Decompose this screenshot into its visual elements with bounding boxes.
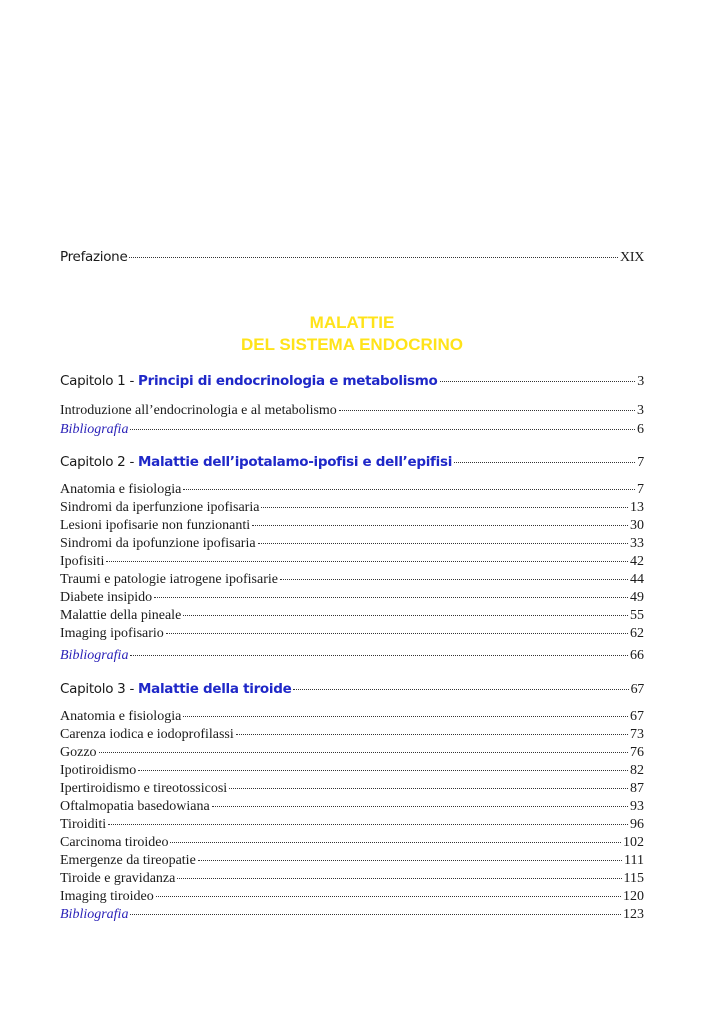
toc-entry-title: Bibliografia	[60, 422, 129, 437]
toc-chapter-1-row[interactable]	[60, 373, 644, 390]
toc-entry-title: Bibliografia	[60, 907, 129, 922]
toc-entry-page: 115	[623, 871, 644, 886]
toc-leader-dots	[229, 788, 628, 789]
toc-leader-dots	[166, 633, 628, 634]
toc-leader-dots	[454, 462, 635, 463]
toc-entry-page: 13	[630, 500, 644, 515]
toc-entry-row[interactable]	[60, 608, 644, 624]
toc-entry-title: Gozzo	[60, 745, 97, 760]
toc-leader-dots	[258, 543, 628, 544]
toc-preface-title: Prefazione	[60, 249, 128, 265]
toc-entry-row[interactable]	[60, 482, 644, 498]
toc-entry-page: 55	[630, 608, 644, 623]
chapter-prefix: Capitolo 1 -	[60, 373, 139, 389]
toc-entry-row[interactable]	[60, 536, 644, 552]
toc-entry-row[interactable]	[60, 590, 644, 606]
toc-bibliography-row[interactable]	[60, 422, 644, 438]
toc-entry-row[interactable]	[60, 709, 644, 725]
toc-entry-row[interactable]	[60, 626, 644, 642]
chapter-title: Malattie dell’ipotalamo-ipofisi e dell’epifisi	[138, 454, 453, 470]
toc-leader-dots	[129, 257, 618, 258]
toc-entry-row[interactable]	[60, 781, 644, 797]
toc-leader-dots	[130, 429, 635, 430]
toc-leader-dots	[138, 770, 628, 771]
toc-page	[60, 0, 644, 1024]
toc-leader-dots	[99, 752, 628, 753]
toc-preface-page: XIX	[620, 250, 644, 265]
toc-entry-row[interactable]	[60, 799, 644, 815]
toc-entry-row[interactable]	[60, 763, 644, 779]
toc-entry-page: 111	[624, 853, 644, 868]
section-heading-line1: MALATTIE	[309, 313, 395, 332]
toc-entry-title: Carenza iodica e iodoprofilassi	[60, 727, 234, 742]
chapter-page: 67	[630, 682, 644, 697]
toc-entry-page: 67	[630, 709, 644, 724]
toc-entry-row[interactable]	[60, 835, 644, 851]
toc-entry-row[interactable]	[60, 572, 644, 588]
toc-entry-row[interactable]	[60, 889, 644, 905]
toc-entry-title: Malattie della pineale	[60, 608, 182, 623]
toc-leader-dots	[261, 507, 628, 508]
chapter-prefix: Capitolo 3 -	[60, 681, 139, 697]
toc-entry-page: 42	[630, 554, 644, 569]
toc-chapter-2-row[interactable]	[60, 454, 644, 471]
toc-leader-dots	[236, 734, 628, 735]
toc-entry-title: Traumi e patologie iatrogene ipofisarie	[60, 572, 278, 587]
toc-entry-title: Sindromi da ipofunzione ipofisaria	[60, 536, 256, 551]
toc-leader-dots	[293, 689, 628, 690]
toc-entry-page: 96	[630, 817, 644, 832]
chapter-title: Principi di endocrinologia e metabolismo	[138, 373, 438, 389]
toc-leader-dots	[130, 655, 628, 656]
toc-entry-row[interactable]	[60, 871, 644, 887]
toc-leader-dots	[252, 525, 628, 526]
toc-leader-dots	[108, 824, 628, 825]
toc-entry-page: 73	[630, 727, 644, 742]
toc-leader-dots	[212, 806, 628, 807]
toc-entry-title: Ipofisiti	[60, 554, 105, 569]
toc-leader-dots	[130, 914, 621, 915]
toc-entry-title: Emergenze da tireopatie	[60, 853, 196, 868]
toc-leader-dots	[183, 489, 635, 490]
toc-entry-title: Lesioni ipofisarie non funzionanti	[60, 518, 251, 533]
toc-entry-title: Diabete insipido	[60, 590, 153, 605]
toc-entry-row[interactable]	[60, 745, 644, 761]
toc-leader-dots	[106, 561, 628, 562]
toc-bibliography-row[interactable]	[60, 648, 644, 664]
toc-entry-page: 82	[630, 763, 644, 778]
toc-entry-title: Tiroide e gravidanza	[60, 871, 176, 886]
toc-leader-dots	[154, 597, 628, 598]
chapter-page: 7	[637, 455, 644, 470]
toc-entry-row[interactable]	[60, 853, 644, 869]
toc-leader-dots	[170, 842, 621, 843]
toc-entry-title: Imaging ipofisario	[60, 626, 164, 641]
toc-entry-page: 44	[630, 572, 644, 587]
toc-entry-title: Oftalmopatia basedowiana	[60, 799, 210, 814]
toc-leader-dots	[280, 579, 628, 580]
toc-entry-page: 30	[630, 518, 644, 533]
chapter-prefix: Capitolo 2 -	[60, 454, 139, 470]
toc-leader-dots	[339, 410, 635, 411]
toc-leader-dots	[183, 716, 628, 717]
toc-entry-page: 87	[630, 781, 644, 796]
toc-entry-page: 102	[623, 835, 644, 850]
toc-leader-dots	[183, 615, 628, 616]
toc-chapter-3-row[interactable]	[60, 681, 644, 698]
toc-entry-title: Ipertiroidismo e tireotossicosi	[60, 781, 228, 796]
section-heading-line2: DEL SISTEMA ENDOCRINO	[241, 335, 463, 354]
toc-entry-title: Bibliografia	[60, 648, 129, 663]
chapter-page: 3	[637, 374, 644, 389]
toc-entry-title: Ipotiroidismo	[60, 763, 137, 778]
toc-entry-page: 62	[630, 626, 644, 641]
toc-entry-title: Tiroiditi	[60, 817, 107, 832]
toc-leader-dots	[177, 878, 621, 879]
toc-entry-row[interactable]	[60, 500, 644, 516]
toc-entry-page: 120	[623, 889, 644, 904]
toc-entry-title: Imaging tiroideo	[60, 889, 154, 904]
toc-entry-title: Carcinoma tiroideo	[60, 835, 169, 850]
toc-entry-page: 93	[630, 799, 644, 814]
toc-entry-title: Anatomia e fisiologia	[60, 709, 182, 724]
toc-entry-row[interactable]	[60, 554, 644, 570]
toc-entry-row[interactable]	[60, 727, 644, 743]
toc-entry-page: 123	[623, 907, 644, 922]
toc-entry-page: 7	[637, 482, 644, 497]
toc-entry-row[interactable]	[60, 403, 644, 419]
toc-entry-page: 33	[630, 536, 644, 551]
toc-bibliography-row[interactable]	[60, 907, 644, 923]
toc-entry-title: Anatomia e fisiologia	[60, 482, 182, 497]
toc-entry-page: 49	[630, 590, 644, 605]
toc-preface-row[interactable]	[60, 249, 644, 266]
section-heading	[60, 312, 644, 356]
toc-entry-row[interactable]	[60, 518, 644, 534]
chapter-title: Malattie della tiroide	[138, 681, 292, 697]
toc-entry-page: 6	[637, 422, 644, 437]
toc-entry-page: 66	[630, 648, 644, 663]
toc-entry-page: 3	[637, 403, 644, 418]
toc-entry-page: 76	[630, 745, 644, 760]
toc-entry-row[interactable]	[60, 817, 644, 833]
toc-leader-dots	[440, 381, 636, 382]
toc-leader-dots	[198, 860, 622, 861]
toc-leader-dots	[156, 896, 621, 897]
toc-entry-title: Introduzione all’endocrinologia e al metabolismo	[60, 403, 337, 418]
toc-entry-title: Sindromi da iperfunzione ipofisaria	[60, 500, 260, 515]
